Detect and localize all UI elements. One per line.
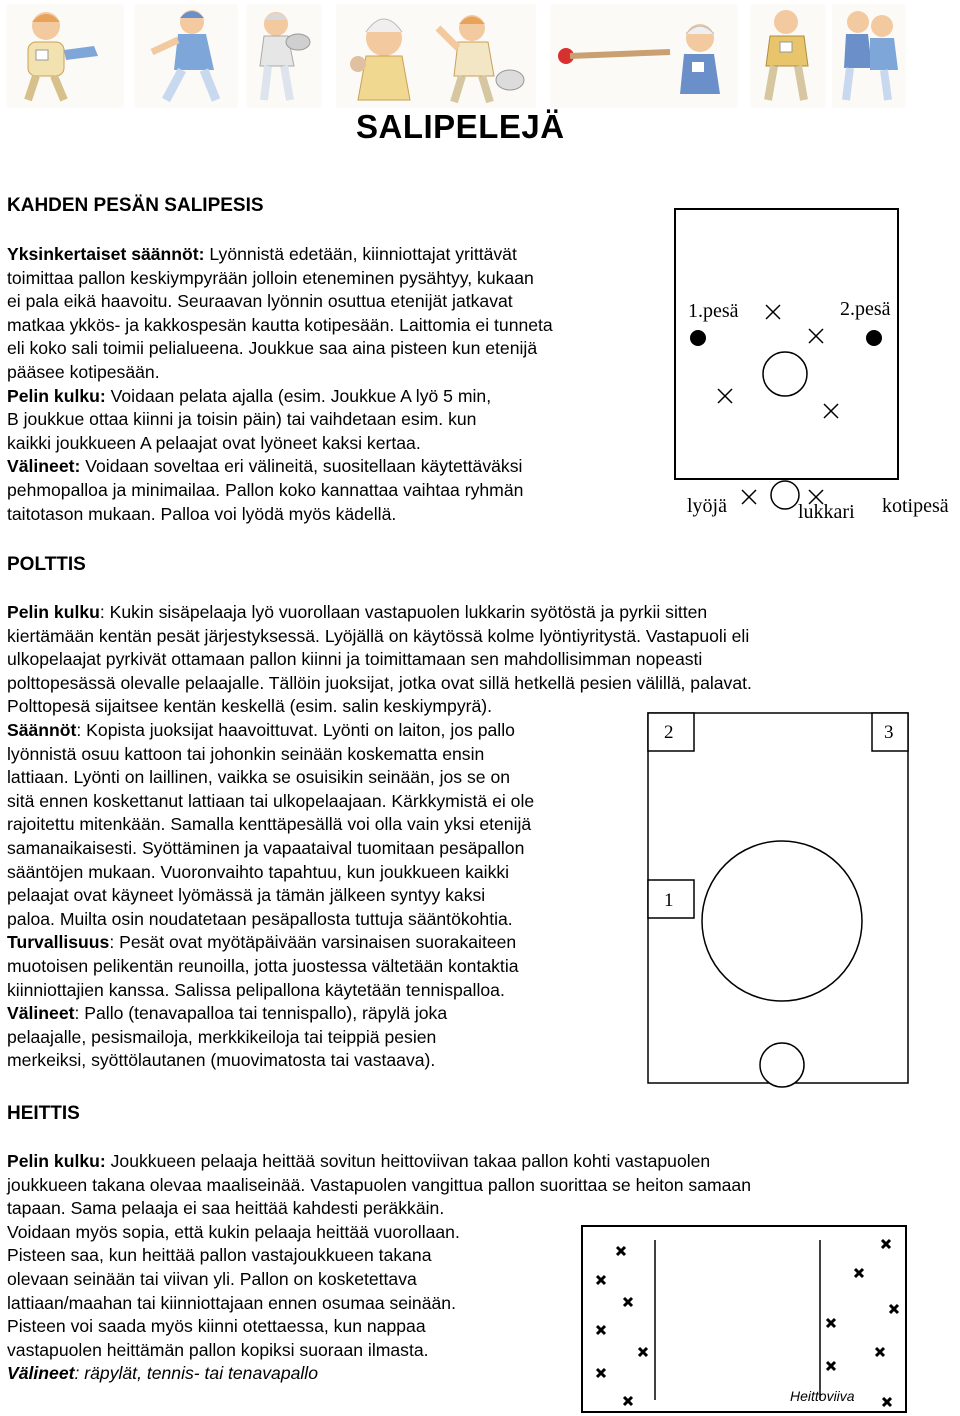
player-cross-icon xyxy=(617,1247,625,1255)
player-illustration-6 xyxy=(550,4,738,108)
line-text: : Kopista juoksijat haavoittuvat. Lyönti on laiton, jos pallo xyxy=(76,719,515,740)
section-heading-polttis: POLTTIS xyxy=(7,554,86,575)
text-line: rajoitettu mitenkään. Samalla kenttäpesällä voi olla vain yksi etenijä xyxy=(7,814,532,835)
line-text: Voidaan soveltaa eri välineitä, suositellaan käytettäväksi xyxy=(80,456,523,477)
pitcher-label: lukkari xyxy=(798,501,855,523)
bold-label: Turvallisuus xyxy=(7,932,110,953)
player-cross-icon xyxy=(882,1240,890,1248)
text-line: kaikki joukkueen A pelaajat ovat lyöneet kaksi kertaa. xyxy=(7,432,421,453)
line-text: : räpylät, tennis- tai tenavapallo xyxy=(74,1363,319,1384)
illustration-strip xyxy=(6,4,906,108)
player-cross-icon xyxy=(597,1326,605,1334)
burn-base-circle xyxy=(702,841,862,1001)
text-line: olevaan seinään tai viivan yli. Pallon on kosketettava xyxy=(7,1268,417,1289)
player-cross-icon xyxy=(827,1362,835,1370)
base-label-2: 2 xyxy=(664,722,674,743)
field-boundary xyxy=(675,209,898,479)
player-cross-icon xyxy=(883,1398,891,1406)
fielder-cross-icon xyxy=(766,305,780,319)
line-text: Joukkueen pelaaja heittää sovitun heittoviivan takaa pallon kohti vastapuolen xyxy=(105,1151,711,1171)
player-cross-icon xyxy=(597,1276,605,1284)
player-cross-icon xyxy=(624,1397,632,1405)
batter-cross-icon xyxy=(742,490,756,504)
player-illustration-3 xyxy=(246,4,322,108)
text-line: joukkueen takana olevaa maaliseinää. Vastapuolen vangittua pallon suorittaa se heiton samaan xyxy=(7,1174,752,1195)
fielder-cross-icon xyxy=(824,404,838,418)
text-line: tapaan. Sama pelaaja ei saa heittää kahdesti peräkkäin. xyxy=(7,1198,445,1219)
player-illustration-7 xyxy=(750,4,826,108)
text-line: paloa. Muilta osin noudatetaan pesäpallosta tuttuja sääntökohtia. xyxy=(7,908,513,929)
text-line: Polttopesä sijaitsee kentän keskellä (esim. salin keskiympyrä). xyxy=(7,696,493,717)
polttis-paragraph xyxy=(7,601,752,1073)
text-line: pääsee kotipesään. xyxy=(7,361,160,382)
text-line xyxy=(7,243,553,267)
text-line: matkaa ykkös- ja kakkospesän kautta kotipesään. Laittomia ei tunneta xyxy=(7,314,553,335)
base1-label: 1.pesä xyxy=(688,300,739,322)
player-cross-icon xyxy=(827,1319,835,1327)
line-text: Voidaan pelata ajalla (esim. Joukkue A lyö 5 min, xyxy=(105,385,492,406)
center-circle xyxy=(763,352,807,396)
text-line: pelaajat ovat käyneet lyömässä ja tämän jälkeen syntyy kaksi xyxy=(7,885,486,906)
bold-label: Pelin kulku xyxy=(7,602,100,622)
text-line: ei pala eikä haavoitu. Seuraavan lyönnin osuttua etenijät jatkavat xyxy=(7,291,513,312)
player-cross-icon xyxy=(876,1348,884,1356)
player-cross-icon xyxy=(597,1369,605,1377)
player-illustration-8 xyxy=(832,4,906,108)
fielder-cross-icon xyxy=(809,329,823,343)
text-line xyxy=(7,1002,752,1026)
player-cross-icon xyxy=(890,1305,898,1313)
text-line: kiinniottajien kanssa. Salissa pelipallona käytetään tennispalloa. xyxy=(7,979,505,1000)
text-line: sääntöjen mukaan. Vuoronvaihto tapahtuu, kun joukkueen kaikki xyxy=(7,861,510,882)
batter-label: lyöjä xyxy=(687,495,727,517)
text-line: merkeiksi, syöttölautanen (muovimatosta tai vastaava). xyxy=(7,1050,436,1071)
player-illustration-2 xyxy=(134,4,238,108)
text-line xyxy=(7,719,752,743)
text-line: eli koko sali toimii pelialueena. Joukkue saa aina pisteen kun etenijä xyxy=(7,338,538,359)
section-heading-heittis: HEITTIS xyxy=(7,1103,80,1124)
heittis-field-diagram xyxy=(580,1224,910,1414)
text-line xyxy=(7,455,553,479)
field-boundary xyxy=(582,1226,906,1412)
player-illustration-1 xyxy=(6,4,124,108)
base2-marker xyxy=(866,330,882,346)
text-line: lattiaan/maahan tai kiinniottajaan ennen osumaa seinään. xyxy=(7,1292,456,1313)
player-cross-icon xyxy=(639,1348,647,1356)
text-line: taitotason mukaan. Palloa voi lyödä myös kädellä. xyxy=(7,503,397,524)
text-line: samanaikaisesti. Syöttäminen ja vapaataival tuomitaan pesäpallon xyxy=(7,837,525,858)
fielder-cross-icon xyxy=(718,389,732,403)
base2-label: 2.pesä xyxy=(840,298,891,320)
bold-label: Välineet xyxy=(7,1003,75,1024)
bold-label: Pelin kulku: xyxy=(7,385,106,406)
throw-line-label: Heittoviiva xyxy=(790,1388,855,1404)
section-heading-kahden: KAHDEN PESÄN SALIPESIS xyxy=(7,195,264,216)
text-line: sitä ennen koskettanut lattiaan tai ulkopelaajaan. Kärkkymistä ei ole xyxy=(7,790,535,811)
text-line: Pisteen saa, kun heittää pallon vastajoukkueen takana xyxy=(7,1245,432,1266)
text-line: polttopesässä olevalle pelaajalle. Tällöin juoksijat, jotka ovat sillä hetkellä pesien välillä, palavat. xyxy=(7,672,752,693)
polttis-field-diagram xyxy=(646,710,912,1088)
kahden-field-diagram xyxy=(672,206,960,536)
text-line: muotoisen pelikentän reunoilla, jotta juostessa vältetään kontaktia xyxy=(7,955,519,976)
text-line: B joukkue ottaa kiinni ja toisin päin) tai vaihdetaan esim. kun xyxy=(7,409,477,430)
base1-marker xyxy=(690,330,706,346)
text-line: toimittaa pallon keskiympyrään jolloin eteneminen pysähtyy, kukaan xyxy=(7,267,534,288)
text-line xyxy=(7,601,752,625)
bold-label: Välineet: xyxy=(7,456,81,477)
bold-label: Säännöt xyxy=(7,719,77,740)
line-text: : Pallo (tenavapalloa tai tennispallo), räpylä joka xyxy=(74,1003,448,1024)
base-label-3: 3 xyxy=(884,722,894,743)
text-line: pelaajalle, pesismailoja, merkkikeiloja tai teippiä pesien xyxy=(7,1026,437,1047)
text-line: vastapuolen heittämän pallon kopiksi suoraan ilmasta. xyxy=(7,1339,429,1360)
text-line: kiertämään kentän pesät järjestyksessä. Lyöjällä on käytössä kolme lyöntiyritystä. Vastapuoli eli xyxy=(7,625,750,646)
bold-label: Pelin kulku: xyxy=(7,1151,106,1171)
line-text: : Kukin sisäpelaaja lyö vuorollaan vastapuolen lukkarin syötöstä ja pyrkii sitten xyxy=(99,602,708,622)
text-line xyxy=(7,931,752,955)
text-line: lattiaan. Lyönti on laillinen, vaikka se osuisikin seinään, jos se on xyxy=(7,767,511,788)
home-base-circle xyxy=(760,1043,804,1087)
text-line: ulkopelaajat pyrkivät ottamaan pallon kiinni ja toimittamaan sen mahdollisimman nopeasti xyxy=(7,649,703,670)
text-line: Pisteen voi saada myös kiinni otettaessa, kun nappaa xyxy=(7,1316,426,1337)
player-cross-icon xyxy=(855,1269,863,1277)
bold-label: Välineet xyxy=(7,1363,75,1384)
text-line: pehmopalloa ja minimailaa. Pallon koko kannattaa vaihtaa ryhmän xyxy=(7,479,524,500)
home-label: kotipesä xyxy=(882,495,949,517)
page-title: SALIPELEJÄ xyxy=(356,108,565,145)
player-cross-icon xyxy=(624,1298,632,1306)
kahden-paragraph xyxy=(7,243,553,526)
pitch-plate-circle xyxy=(771,481,799,509)
text-line: Voidaan myös sopia, että kukin pelaaja heittää vuorollaan. xyxy=(7,1221,460,1242)
text-line xyxy=(7,1150,751,1174)
base-label-1: 1 xyxy=(664,890,674,911)
bold-label: Yksinkertaiset säännöt: xyxy=(7,244,205,264)
line-text: Lyönnistä edetään, kiinniottajat yrittävät xyxy=(204,244,517,264)
text-line: lyönnistä osuu kattoon tai johonkin seinään koskematta ensin xyxy=(7,743,485,764)
line-text: : Pesät ovat myötäpäivään varsinaisen suorakaiteen xyxy=(109,932,517,953)
text-line xyxy=(7,385,553,409)
player-illustration-5 xyxy=(416,4,536,108)
